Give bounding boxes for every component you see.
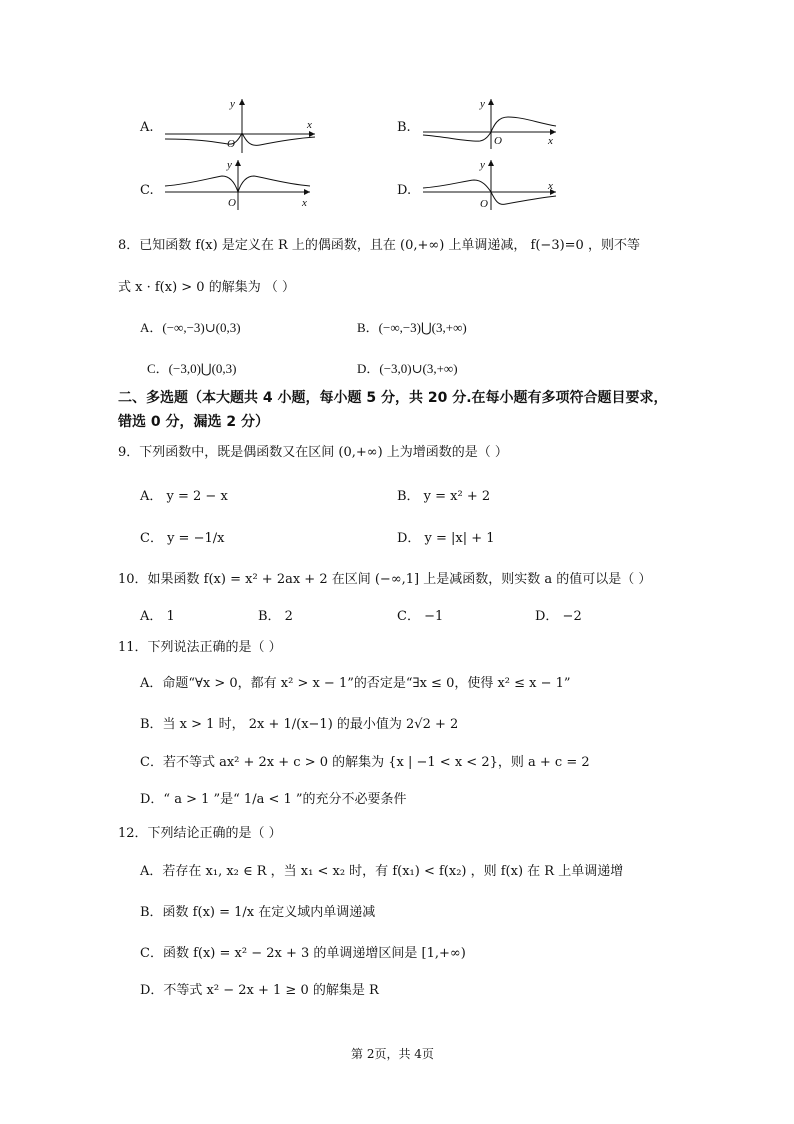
q10-option-d[interactable]: D． −2	[535, 609, 582, 624]
q12-option-c[interactable]: C．函数 f(x) = x² − 2x + 3 的单调递增区间是 [1,+∞)	[140, 946, 466, 961]
graph-b-y-label: y	[480, 98, 485, 110]
q8-option-a[interactable]: A．(−∞,−3)∪(0,3)	[140, 320, 241, 335]
graph-d-letter: D.	[397, 183, 412, 198]
q9-option-b[interactable]: B． y = x² + 2	[397, 489, 491, 504]
q9-option-a[interactable]: A． y = 2 − x	[140, 489, 228, 504]
q11-option-a[interactable]: A．命题“∀x > 0，都有 x² > x − 1”的否定是“∃x ≤ 0，使得 x² ≤ x − 1”	[140, 676, 571, 691]
q8-option-b[interactable]: B．(−∞,−3)⋃(3,+∞)	[357, 320, 467, 335]
q9-option-c[interactable]: C． y = −1/x	[140, 531, 225, 546]
graph-b-letter: B.	[397, 120, 411, 135]
graph-a-origin: O	[227, 138, 235, 150]
graph-d	[418, 156, 563, 212]
q9-option-d[interactable]: D． y = |x| + 1	[397, 531, 495, 546]
q12-option-a[interactable]: A．若存在 x₁, x₂ ∈ R ，当 x₁ < x₂ 时，有 f(x₁) < f(x₂) ，则 f(x) 在 R 上单调递增	[140, 864, 624, 879]
graph-d-x-label: x	[548, 180, 553, 192]
graph-b-origin: O	[494, 135, 502, 147]
graph-c-origin: O	[228, 197, 236, 209]
graph-d-origin: O	[480, 198, 488, 210]
graph-d-y-label: y	[480, 159, 485, 171]
graph-b	[418, 95, 563, 150]
q10-option-a[interactable]: A． 1	[140, 609, 175, 624]
q8-option-d[interactable]: D．(−3,0)∪(3,+∞)	[357, 361, 458, 376]
graph-c-y-label: y	[227, 159, 232, 171]
q11-option-c[interactable]: C．若不等式 ax² + 2x + c > 0 的解集为 {x | −1 < x < 2}，则 a + c = 2	[140, 755, 590, 770]
graph-c	[160, 156, 320, 212]
q10-stem: 10．如果函数 f(x) = x² + 2ax + 2 在区间 (−∞,1] 上是减函数，则实数 a 的值可以是（ ）	[118, 572, 652, 587]
graph-a-letter: A.	[140, 120, 154, 135]
q12-option-d[interactable]: D．不等式 x² − 2x + 1 ≥ 0 的解集是 R	[140, 983, 379, 998]
graph-a	[160, 95, 320, 155]
graph-b-x-label: x	[548, 135, 553, 147]
q10-option-b[interactable]: B． 2	[258, 609, 293, 624]
section2-heading: 二、多选题（本大题共 4 小题，每小题 5 分，共 20 分.在每小题有多项符合题目要求，错选 0 分，漏选 2 分）	[118, 390, 668, 430]
q11-option-b[interactable]: B．当 x > 1 时， 2x + 1/(x−1) 的最小值为 2√2 + 2	[140, 717, 459, 732]
q9-stem: 9．下列函数中，既是偶函数又在区间 (0,+∞) 上为增函数的是（ ）	[118, 445, 508, 460]
q8-stem-line2: 式 x · f(x) > 0 的解集为 （ ）	[118, 280, 295, 295]
q11-option-d[interactable]: D．“ a > 1 ”是“ 1/a < 1 ”的充分不必要条件	[140, 792, 407, 807]
graph-c-x-label: x	[302, 197, 307, 209]
page-footer: 第 2页，共 4页	[351, 1047, 434, 1061]
q12-stem: 12．下列结论正确的是（ ）	[118, 826, 282, 841]
graph-a-y-label: y	[230, 98, 235, 110]
graph-c-letter: C.	[140, 183, 154, 198]
q8-stem-line1: 8．已知函数 f(x) 是定义在 R 上的偶函数，且在 (0,+∞) 上单调递减， f(−3)=0 ，则不等	[118, 238, 640, 253]
q11-stem: 11．下列说法正确的是（ ）	[118, 640, 282, 655]
graph-a-x-label: x	[307, 119, 312, 131]
q10-option-c[interactable]: C． −1	[397, 609, 444, 624]
q8-option-c[interactable]: C．(−3,0)⋃(0,3)	[147, 361, 237, 376]
q12-option-b[interactable]: B．函数 f(x) = 1/x 在定义域内单调递减	[140, 905, 376, 920]
